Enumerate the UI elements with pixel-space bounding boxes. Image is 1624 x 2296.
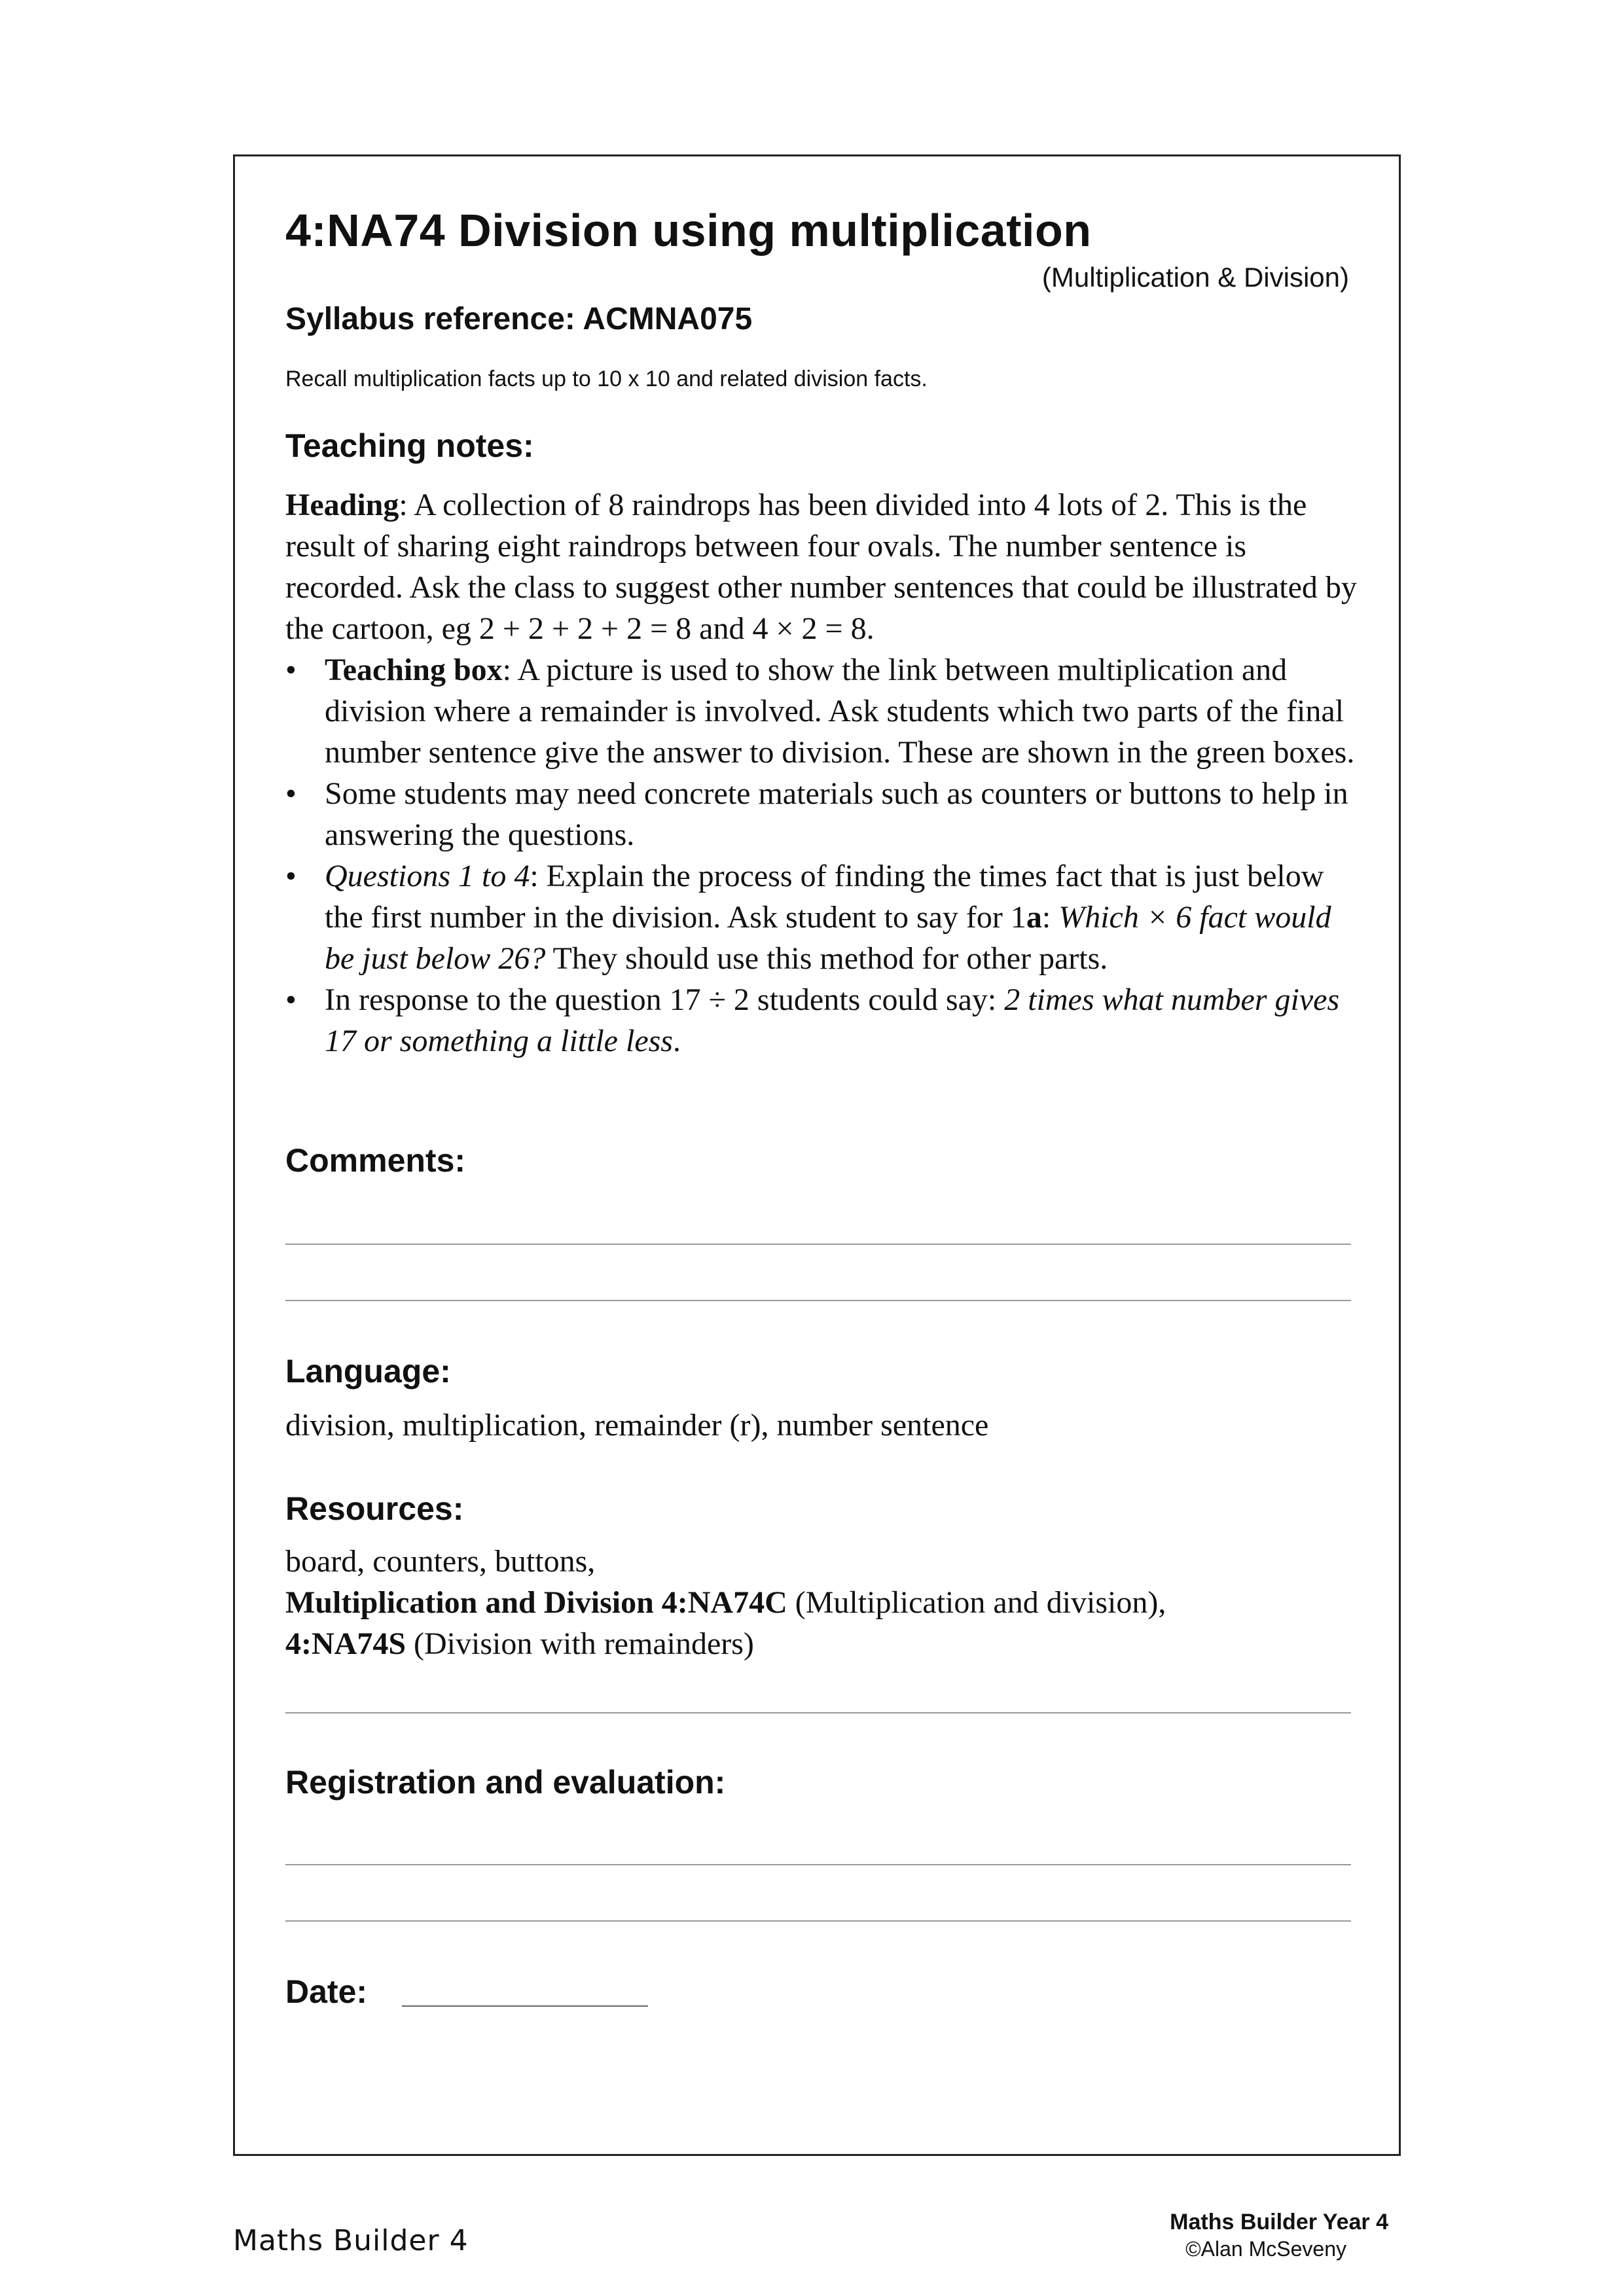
notes-label-questions: Questions 1 to 4 [325, 859, 530, 893]
notes-list [285, 649, 1359, 1062]
list-item-text: : A picture is used to show the link between multiplication and division where a remainder is involved. Ask students which two parts of the final number sentence give the answer to division. These are shown in the green boxes. [325, 653, 1355, 770]
language-text: division, multiplication, remainder (r), number sentence [285, 1408, 989, 1443]
syllabus-description: Recall multiplication facts up to 10 x 10 and related division facts. [285, 367, 928, 391]
notes-paragraph [285, 484, 1359, 649]
page-title: 4:NA74 Division using multiplication [285, 205, 1092, 256]
resource-description: (Multiplication and division), [787, 1585, 1166, 1620]
question-part-label: a [1026, 900, 1042, 935]
registration-heading: Registration and evaluation: [285, 1764, 726, 1801]
comments-heading: Comments: [285, 1142, 466, 1179]
list-item [285, 979, 1359, 1062]
syllabus-reference: Syllabus reference: ACMNA075 [285, 302, 753, 336]
list-item-text: . [672, 1024, 681, 1058]
page-subtitle: (Multiplication & Division) [1041, 262, 1349, 293]
list-item-italic: Which × 6 fact would be just below 26? [325, 900, 1331, 976]
date-field-line [402, 2005, 648, 2007]
list-item-text: In response to the question 17 ÷ 2 students could say: [325, 982, 1005, 1017]
comments-line [285, 1300, 1351, 1301]
registration-line [285, 1864, 1351, 1865]
resources-line [285, 1582, 1166, 1623]
resource-title: Multiplication and Division 4:NA74C [285, 1585, 787, 1620]
list-item-text: : Explain the process of finding the times fact that is just below the first number in the division. Ask student to say for 1 [325, 859, 1324, 935]
resources-line: board, counters, buttons, [285, 1544, 596, 1579]
date-heading: Date: [285, 1973, 368, 2010]
list-item-text: Some students may need concrete materials such as counters or buttons to help in answering the questions. [325, 776, 1348, 852]
list-item-text: : [1041, 900, 1059, 935]
list-item-text: They should use this method for other parts. [545, 941, 1108, 976]
language-heading: Language: [285, 1353, 451, 1390]
list-item [285, 855, 1359, 979]
resources-heading: Resources: [285, 1490, 464, 1527]
resources-line-divider [285, 1712, 1351, 1713]
resources-text [285, 1541, 1166, 1664]
comments-line [285, 1244, 1351, 1245]
footer-book-title: Maths Builder 4 [233, 2224, 469, 2257]
notes-label-heading: Heading [285, 488, 399, 522]
resources-line [285, 1623, 1166, 1664]
footer-copyright: ©Alan McSeveny [1185, 2237, 1346, 2261]
resource-description: (Division with remainders) [406, 1626, 754, 1661]
registration-line [285, 1920, 1351, 1922]
list-item [285, 773, 1359, 855]
list-item-italic: 2 times what number gives 17 or something a little less [325, 982, 1340, 1058]
resource-title: 4:NA74S [285, 1626, 406, 1661]
list-item [285, 649, 1359, 773]
footer-series-title: Maths Builder Year 4 [1170, 2210, 1388, 2234]
notes-label-teaching-box: Teaching box [325, 653, 503, 687]
teaching-notes-body [285, 484, 1359, 1062]
notes-paragraph-text: : A collection of 8 raindrops has been divided into 4 lots of 2. This is the result of sharing eight raindrops between four ovals. The number sentence is recorded. Ask the class to suggest other number sentences that could be illustrated by the cartoon, eg 2 + 2 + 2 + 2 = 8 and 4 × 2 = 8. [285, 488, 1357, 646]
teaching-notes-heading: Teaching notes: [285, 427, 534, 464]
